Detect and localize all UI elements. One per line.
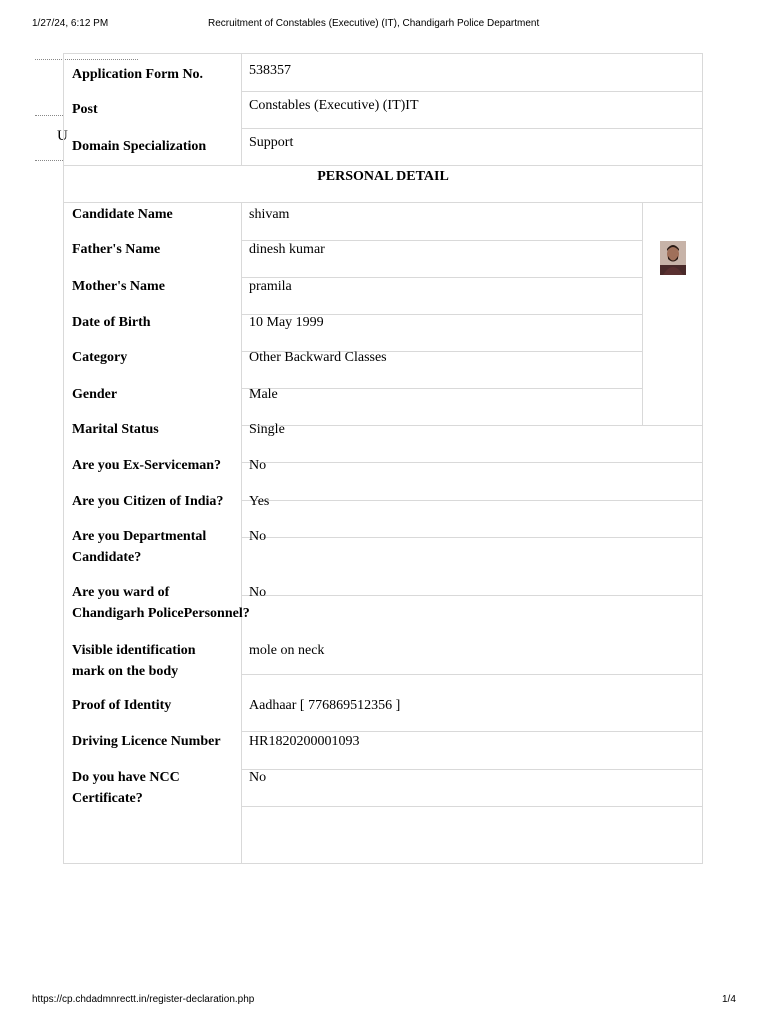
label-line: mark on the body [72,664,179,679]
label-identification-mark [72,640,240,682]
row-divider [64,202,702,203]
value-marital-status: Single [249,422,285,437]
print-page-url: https://cp.chdadmnrectt.in/register-declaration.php [32,994,255,1005]
application-form-table [63,53,703,864]
label-line: Certificate? [72,791,143,806]
section-title-personal-detail: PERSONAL DETAIL [317,169,449,184]
label-gender: Gender [72,387,118,402]
row-divider [241,674,702,675]
label-ward-of-police-personnel [72,582,272,624]
row-divider [241,769,702,770]
row-divider [241,595,702,596]
print-timestamp: 1/27/24, 6:12 PM [32,18,109,29]
value-gender: Male [249,387,278,402]
value-father-name: dinesh kumar [249,242,325,257]
print-page-title: Recruitment of Constables (Executive) (IT), Chandigarh Police Department [208,18,540,29]
candidate-photo [660,241,686,275]
value-citizen-of-india: Yes [249,494,270,509]
label-driving-licence: Driving Licence Number [72,734,221,749]
label-citizen-of-india: Are you Citizen of India? [72,494,224,509]
label-proof-of-identity: Proof of Identity [72,698,172,713]
value-ncc-certificate: No [249,770,267,785]
label-departmental-candidate [72,526,240,568]
label-ncc-certificate [72,767,240,809]
row-divider [241,277,642,278]
row-divider [241,806,702,807]
label-ex-serviceman: Are you Ex-Serviceman? [72,458,222,473]
label-line: Candidate? [72,550,142,565]
row-divider [241,128,702,129]
label-father-name: Father's Name [72,242,161,257]
row-divider [241,91,702,92]
row-divider [241,462,702,463]
row-divider [241,500,702,501]
value-domain-specialization: Support [249,135,294,150]
value-ex-serviceman: No [249,458,267,473]
dotted-divider [35,115,63,116]
row-divider [241,537,702,538]
print-page-number: 1/4 [722,994,736,1005]
dotted-divider [35,160,63,161]
value-driving-licence: HR1820200001093 [249,734,360,749]
photo-column-divider [642,203,643,426]
value-proof-of-identity: Aadhaar [ 776869512356 ] [249,698,401,713]
label-mother-name: Mother's Name [72,279,165,294]
value-mother-name: pramila [249,279,292,294]
row-divider [64,165,702,166]
value-candidate-name: shivam [249,207,290,222]
label-line: Chandigarh PolicePersonnel? [72,606,250,621]
label-line: Are you Departmental [72,529,207,544]
value-application-form-no: 538357 [249,63,291,78]
value-post: Constables (Executive) (IT)IT [249,98,419,113]
row-divider [241,425,702,426]
label-application-form-no: Application Form No. [72,67,204,82]
label-category: Category [72,350,128,365]
value-departmental-candidate: No [249,529,267,544]
background-text-fragment: U [57,128,68,144]
label-post: Post [72,102,98,117]
value-date-of-birth: 10 May 1999 [249,315,324,330]
label-candidate-name: Candidate Name [72,207,173,222]
label-domain-specialization: Domain Specialization [72,139,207,154]
value-identification-mark: mole on neck [249,643,325,658]
row-divider [241,388,642,389]
label-marital-status: Marital Status [72,422,159,437]
label-date-of-birth: Date of Birth [72,315,151,330]
label-line: Do you have NCC [72,770,180,785]
value-category: Other Backward Classes [249,350,387,365]
candidate-photo-icon [660,241,686,275]
value-ward-of-police-personnel: No [249,585,267,600]
label-line: Visible identification [72,643,196,658]
label-line: Are you ward of [72,585,170,600]
